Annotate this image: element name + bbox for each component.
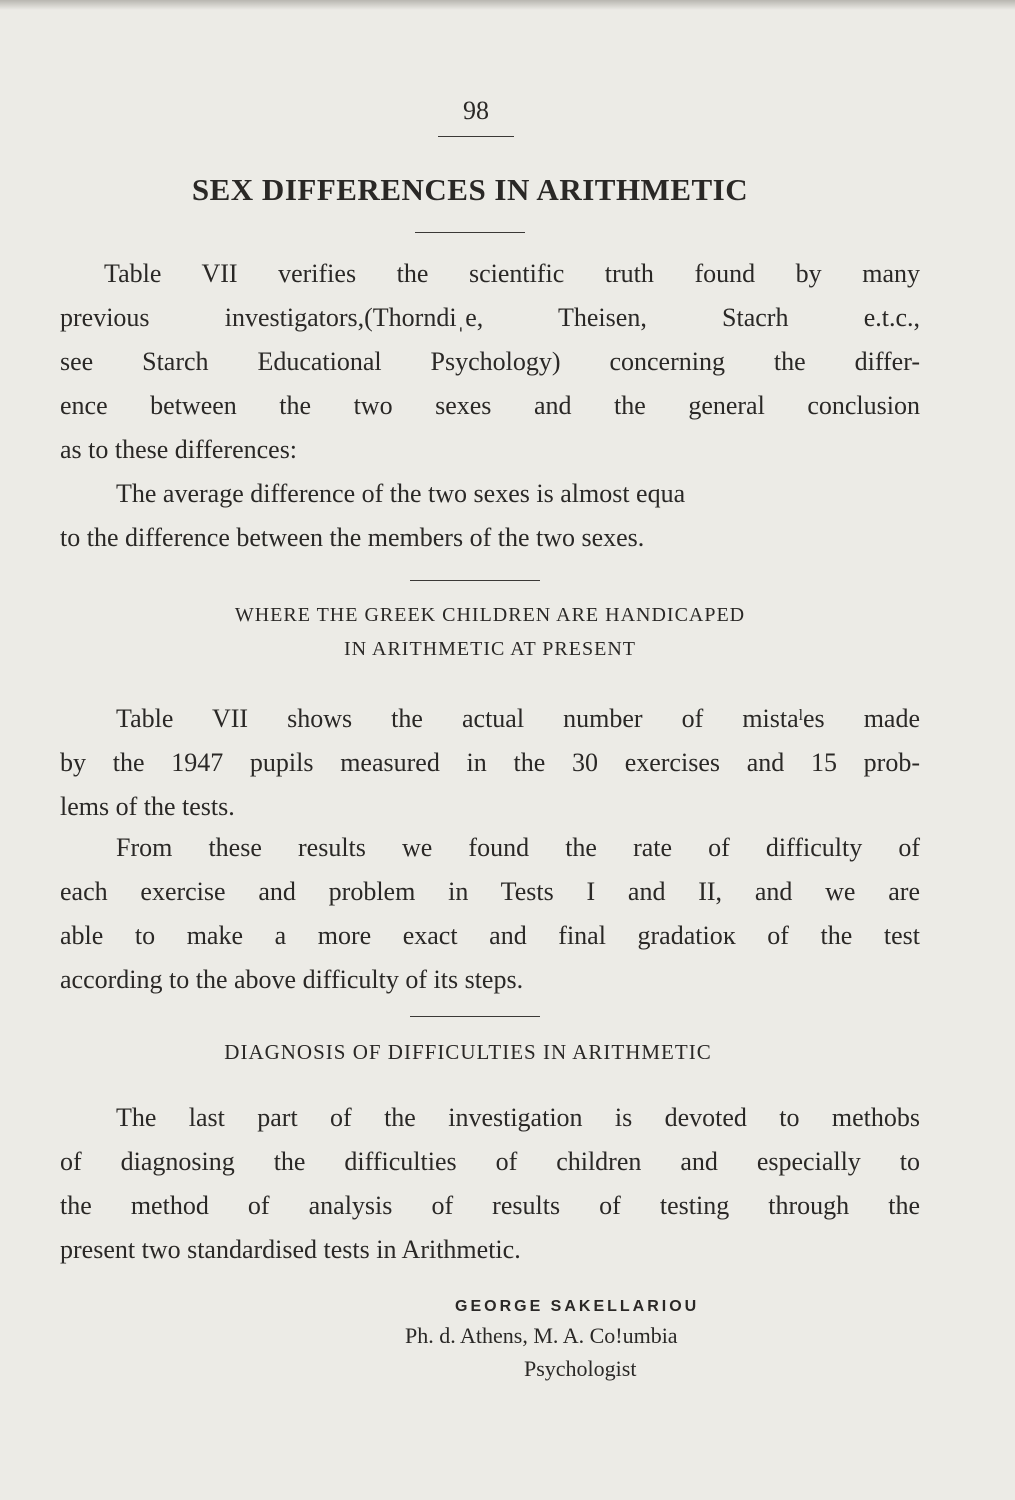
text-line: able to make a more exact and final gradatioĸ of the test (60, 921, 920, 950)
text-line: From these results we found the rate of difficulty of (116, 833, 920, 862)
text-line: Table VII verifies the scientific truth found by many (104, 259, 920, 288)
text-line: ence between the two sexes and the general conclusion (60, 391, 920, 420)
heading-line: IN ARITHMETIC AT PRESENT (344, 638, 636, 660)
paragraph-average-difference (60, 472, 920, 560)
text-line: see Starch Educational Psychology) concerning the differ- (60, 347, 920, 376)
text-line: as to these differences: (60, 435, 298, 464)
paragraph-mistakes (60, 697, 920, 829)
text-line: The last part of the investigation is devoted to methobs (116, 1103, 920, 1132)
text-line: present two standardised tests in Arithmetic. (60, 1235, 521, 1264)
paragraph-table-vii (60, 252, 920, 472)
author-degrees: Ph. d. Athens, M. A. Co!umbia (405, 1323, 678, 1348)
text-line: Table VII shows the actual number of mistaˡes made (116, 704, 920, 733)
text-line: previous investigators,(Thorndiˌe, Theisen, Stacrh e.t.c., (60, 303, 920, 332)
text-line: to the difference between the members of the two sexes. (60, 523, 645, 552)
section-rule (410, 580, 540, 581)
page-title: SEX DIFFERENCES IN ARITHMETIC (191, 172, 749, 207)
text-line: of diagnosing the difficulties of children and especially to (60, 1147, 920, 1176)
text-line: each exercise and problem in Tests I and II, and we are (60, 877, 920, 906)
section-rule (410, 1016, 540, 1017)
paragraph-difficulty (60, 826, 920, 1002)
section-heading-diagnosis: DIAGNOSIS OF DIFFICULTIES IN ARITHMETIC (224, 1040, 712, 1064)
author-name: GEORGE SAKELLARIOU (455, 1298, 700, 1315)
title-rule (415, 232, 525, 233)
text-line: the method of analysis of results of testing through the (60, 1191, 920, 1220)
paragraph-diagnosis (60, 1096, 920, 1272)
heading-line: WHERE THE GREEK CHILDREN ARE HANDICAPED (234, 604, 746, 626)
text-line: lems of the tests. (60, 792, 235, 821)
page-top-edge (0, 0, 1015, 10)
author-title: Psychologist (524, 1356, 637, 1381)
text-line: The average difference of the two sexes is almost equa (116, 479, 686, 508)
page-number-rule (438, 136, 514, 137)
page-number: 98 (463, 96, 489, 125)
section-heading-handicaped (60, 598, 920, 666)
text-line: by the 1947 pupils measured in the 30 exercises and 15 prob- (60, 748, 920, 777)
text-line: according to the above difficulty of its steps. (60, 965, 524, 994)
